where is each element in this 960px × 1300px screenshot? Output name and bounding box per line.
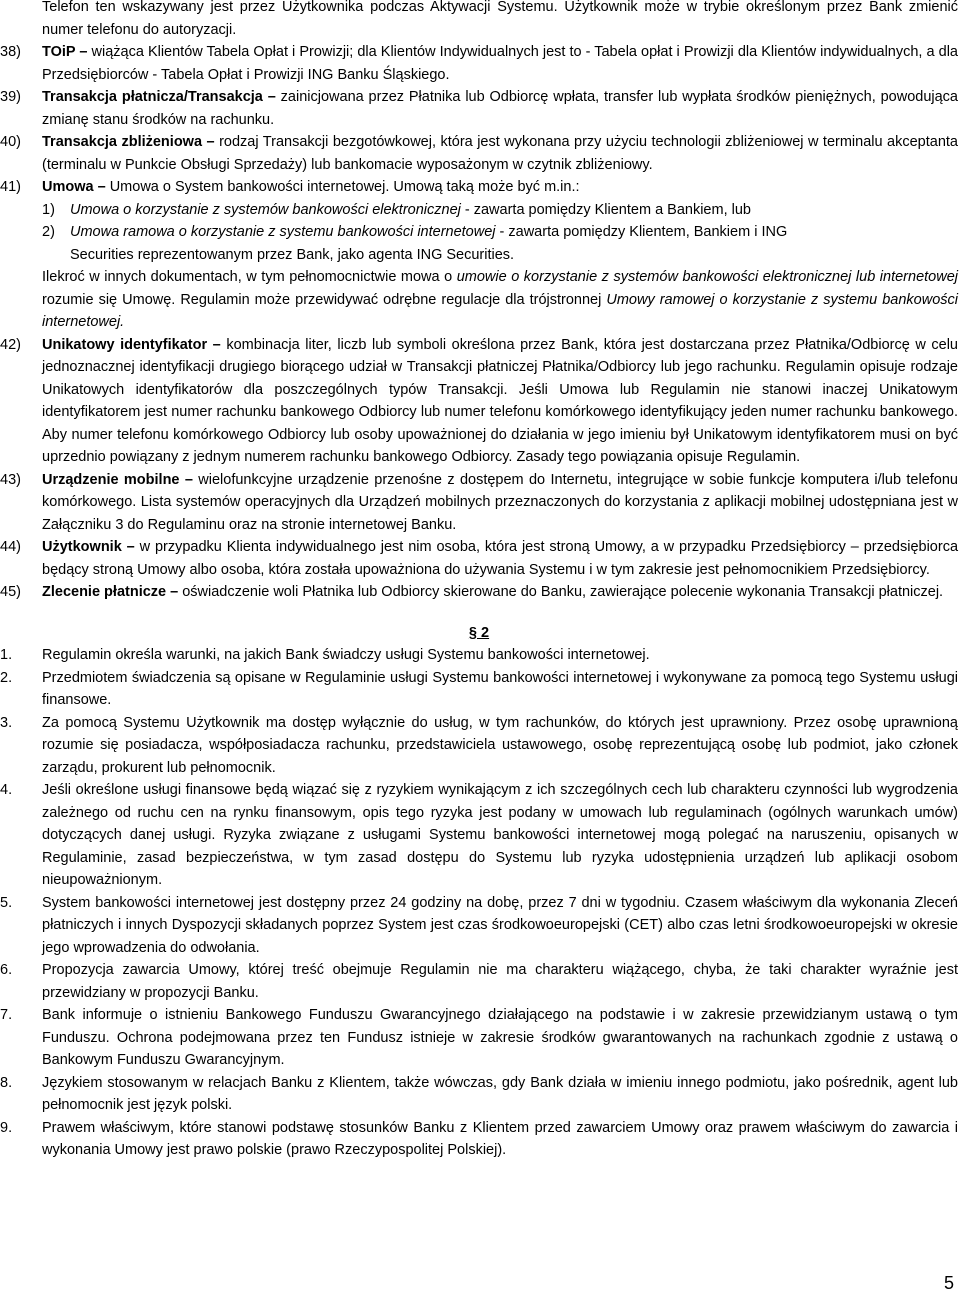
list-item-text: Regulamin określa warunki, na jakich Bank świadczy usługi Systemu bankowości internetowej.: [42, 647, 650, 663]
definition-text: zainicjowana przez Płatnika lub Odbiorcę wpłata, transfer lub wypłata środków pieniężnych, powodująca zmianę stanu środków na rachunku.: [42, 89, 958, 128]
definition-45: [0, 581, 958, 604]
definition-42: [0, 334, 958, 469]
definition-term: Transakcja zbliżeniowa: [42, 134, 203, 150]
definition-term: TOiP: [42, 44, 76, 60]
list-item: [0, 1004, 958, 1072]
subitem-number: 2): [42, 224, 55, 240]
list-item-text: System bankowości internetowej jest dostępny przez 24 godziny na dobę, przez 7 dni w tygodniu. Czasem właściwym dla wykonania Zleceń płatniczych i innych Dyspozycji składanych poprzez System jest czas środkowoeuropejski (CET) albo czas letni środkowoeuropejski w okresie jego wprowadzenia do odwołania.: [42, 894, 958, 956]
definition-term: Unikatowy identyfikator: [42, 336, 208, 353]
list-item: [0, 959, 958, 1004]
list-item-number: 2.: [0, 669, 13, 686]
list-item-number: 3.: [0, 714, 13, 731]
list-item: [0, 1072, 958, 1117]
definition-number: 45): [0, 584, 21, 600]
subitem-italic: Umowa o korzystanie z systemów bankowości elektronicznej: [70, 201, 461, 218]
list-item: [0, 667, 958, 712]
list-item-number: 1.: [0, 647, 13, 663]
definition-number: 38): [0, 44, 21, 60]
list-item-text: Bank informuje o istnieniu Bankowego Funduszu Gwarancyjnego działającego na podstawie i w zakresie przewidzianym ustawą o tym Funduszu. Ochrona podejmowana przez ten Fundusz istnieje w zakresie środków gwarantowanych na rachunkach zgodnie z ustawą o Bankowym Funduszu Gwarancyjnym.: [42, 1007, 958, 1068]
definition-separator: –: [179, 471, 199, 488]
umowa-paragraph: [42, 266, 958, 334]
list-item-text: Jeśli określone usługi finansowe będą wiązać się z ryzykiem wynikającym z ich szczególnych cech lub charakteru czynności lub wygrodzenia zależnego od ruchu cen na rynku finansowym, opis tego ryzyka jest podany w umowach lub regulaminach (ogólnych warunkach umów) dotyczących danej usługi. Ryzyka związane z usługami Systemu bankowości internetowej mogą polegać na naruszeniu, opisanych w Regulaminie, zasad bezpieczeństwa, w tym zasad dostępu do Systemu lub ryzyka udostępnienia urządzeń lub aplikacji osobom nieupoważnionym.: [42, 782, 958, 888]
subitem-text: - zawarta pomiędzy Klientem a Bankiem, lub: [460, 201, 751, 218]
intro-continuation: [42, 0, 958, 41]
definition-term: Urządzenie mobilne: [42, 471, 180, 488]
intro-line-1: Telefon ten wskazywany jest przez Użytkownika podczas Aktywacji Systemu. Użytkownik może w trybie określonym: [42, 0, 821, 15]
list-item-number: 8.: [0, 1074, 13, 1091]
section-title: § 2: [468, 624, 490, 641]
definition-separator: –: [202, 134, 220, 150]
definition-number: 41): [0, 179, 21, 195]
definition-term: Umowa: [42, 179, 94, 195]
umowa-subitem-2: [42, 221, 958, 244]
umowa-paragraph-italic: umowie o korzystanie z systemów bankowości elektronicznej lub internetowej: [456, 269, 958, 285]
definition-39: [0, 86, 958, 131]
definition-number: 44): [0, 539, 21, 555]
definition-text: wiążąca Klientów Tabela Opłat i Prowizji; dla Klientów Indywidualnych jest to - Tabela opłat i Prowizji dla Klientów indywidualnych, a dla Przedsiębiorców - Tabela Opłat i Prowizji ING Banku Śląskiego.: [42, 44, 958, 83]
definition-text: wielofunkcyjne urządzenie przenośne z dostępem do Internetu, integrujące w sobie funkcje komputera i/lub telefonu komórkowego. Lista systemów operacyjnych dla Urządzeń mobilnych przeznaczonych do korzystania z aplikacji mobilnej udostępniana jest w Załączniku 3 do Regulaminu oraz na stronie internetowej Banku.: [42, 471, 958, 533]
list-item: [0, 892, 958, 960]
umowa-paragraph-part: Ilekroć w innych dokumentach, w tym pełnomocnictwie mowa o: [42, 269, 457, 285]
definition-number: 40): [0, 134, 21, 150]
subitem-number: 1): [42, 201, 55, 218]
list-item-number: 4.: [0, 782, 13, 798]
subitem-italic: Umowa ramowa o korzystanie z systemu bankowości internetowej: [70, 224, 496, 240]
definition-38: [0, 41, 958, 86]
list-item-number: 7.: [0, 1007, 13, 1023]
definition-text: oświadczenie woli Płatnika lub Odbiorcy skierowane do Banku, zawierające polecenie wykonania Transakcji płatniczej.: [182, 584, 944, 600]
list-item-text: Propozycja zawarcia Umowy, której treść obejmuje Regulamin nie ma charakteru wiążącego, chyba, że taki charakter wyraźnie jest przewidziany w propozycji Banku.: [42, 962, 958, 1001]
definition-number: 43): [0, 471, 21, 488]
numbered-list: [0, 644, 958, 1162]
page-number: 5: [943, 1272, 954, 1293]
definition-44: [0, 536, 958, 581]
subitem-text: - zawarta pomiędzy Klientem, Bankiem i ING: [495, 224, 788, 240]
list-item-text: Językiem stosowanym w relacjach Banku z Klientem, także wówczas, gdy Bank działa w imieniu innego podmiotu, jako pośrednik, agent lub pełnomocnik jest język polski.: [42, 1074, 958, 1113]
list-item: [0, 712, 958, 780]
list-item-number: 9.: [0, 1119, 13, 1136]
umowa-paragraph-italic: Umowy ramowej o korzystanie z systemu bankowości internetowej.: [42, 291, 958, 330]
definition-text: rodzaj Transakcji bezgotówkowej, która jest wykonana przy użyciu technologii zbliżeniowej w terminalu akceptanta (terminalu w Punkcie Obsługi Sprzedaży) lub bankomacie wyposażonym w czytnik zbliżeniowy.: [42, 134, 958, 173]
definition-term: Zlecenie płatnicze: [42, 584, 167, 600]
definition-separator: –: [262, 89, 281, 105]
umowa-subitem-2-continuation: Securities reprezentowanym przez Bank, jako agenta ING Securities.: [70, 246, 515, 263]
list-item-text: Prawem właściwym, które stanowi podstawę stosunków Banku z Klientem przed zawarciem Umowy oraz prawem właściwym do zawarcia i wykonania Umowy jest prawo polskie (prawo Rzeczypospolitej Polskiej).: [42, 1119, 958, 1158]
definition-separator: –: [166, 584, 183, 600]
definition-term: Użytkownik: [42, 539, 122, 555]
definition-separator: –: [121, 539, 140, 555]
definition-separator: –: [207, 336, 227, 353]
definition-term: Transakcja płatnicza/Transakcja: [42, 89, 263, 105]
definition-separator: –: [75, 44, 92, 60]
definition-text: Umowa o System bankowości internetowej. Umową taką może być m.in.:: [109, 179, 580, 195]
umowa-subitem-1: [42, 199, 958, 222]
definition-40: [0, 131, 958, 176]
umowa-paragraph-part: rozumie się Umowę. Regulamin może przewidywać odrębne regulacje dla trójstronnej: [42, 291, 607, 308]
intro-line-2: przez Bank zmienić numer telefonu do autoryzacji.: [42, 0, 958, 38]
list-item-text: Przedmiotem świadczenia są opisane w Regulaminie usługi Systemu bankowości internetowej i wykonywane za pomocą tego Systemu usługi finansowe.: [42, 669, 958, 708]
list-item: [0, 644, 958, 667]
list-item: [0, 1117, 958, 1162]
list-item-number: 5.: [0, 894, 13, 911]
definition-number: 42): [0, 336, 21, 353]
list-item-number: 6.: [0, 962, 13, 978]
list-item: [0, 779, 958, 892]
list-item-text: Za pomocą Systemu Użytkownik ma dostęp wyłącznie do usług, w tym rachunków, do których jest uprawniony. Przez osobę uprawnioną rozumie się posiadacza, współposiadacza rachunku, przedstawiciela ustawowego, osobę reprezentującą osobę lub podmiot, jako członek zarządu, prokurent lub pełnomocnik.: [42, 714, 958, 776]
definition-text: w przypadku Klienta indywidualnego jest nim osoba, która jest stroną Umowy, a w przypadku Przedsiębiorcy – przedsiębiorca będący stroną Umowy albo osoba, która została upoważniona do używania Systemu i w tym zakresie jest pełnomocnikiem Przedsiębiorcy.: [42, 539, 959, 578]
definition-number: 39): [0, 89, 21, 105]
definitions-list-b: [0, 334, 958, 604]
definitions-list-a: [0, 41, 958, 199]
definition-text: kombinacja liter, liczb lub symboli określona przez Bank, która jest dostarczana przez Płatnika/Odbiorcę w celu jednoznacznej identyfikacji drugiego biorącego udział w Transakcji płatniczej Płatnika/Odbiorcy lub jego rachunku. Regulamin opisuje rodzaje Unikatowych identyfikatorów dla poszczególnych typów Transakcji. Jeśli Umowa lub Regulamin nie stanowi inaczej Unikatowym identyfikatorem jest numer rachunku bankowego Odbiorcy lub numer telefonu komórkowego identyfikujący jeden numer rachunku bankowego. Aby numer telefonu komórkowego Odbiorcy lub osoby upoważnionej do działania w jego imieniu był Unikatowym identyfikatorem musi on być uprzednio powiązany z jednym numerem rachunku bankowego Odbiorcy. Zasady tego powiązania opisuje Regulamin.: [42, 336, 958, 465]
definition-41: [0, 176, 958, 199]
definition-separator: –: [93, 179, 110, 195]
definition-43: [0, 469, 958, 537]
